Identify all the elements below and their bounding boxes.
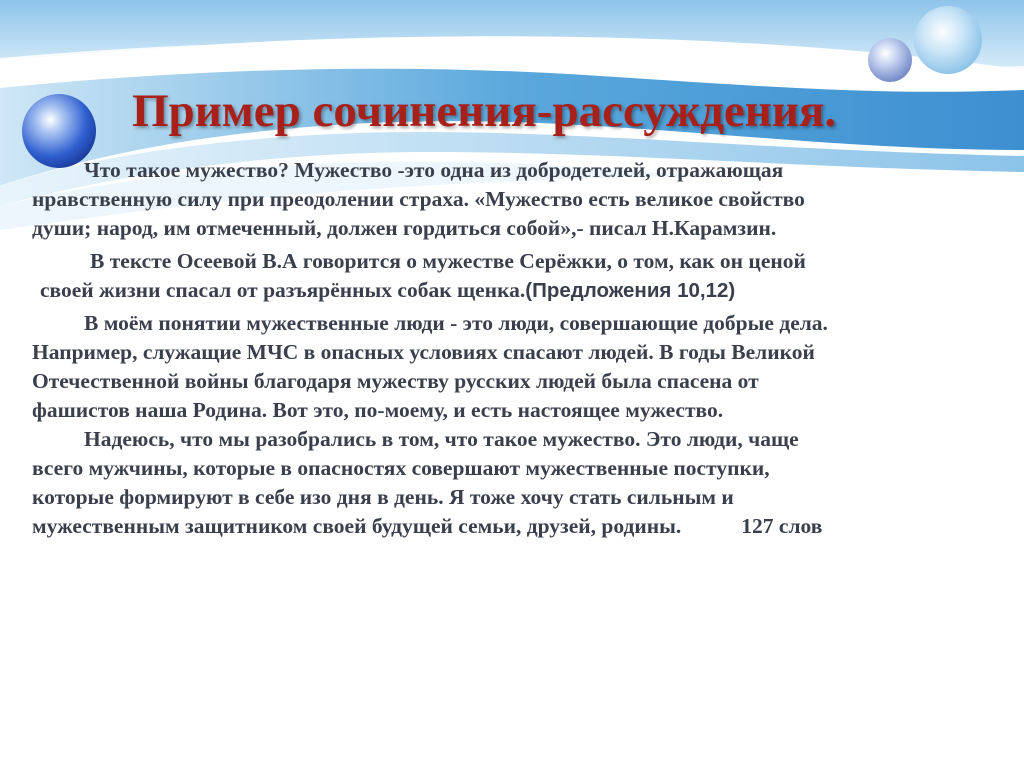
orb-small-icon [866,36,914,84]
sentence-reference: (Предложения 10,12) [525,279,736,302]
paragraph-4-line-2: всего мужчины, которые в опасностях совершают мужественные поступки, [32,456,770,480]
paragraph-2-line-1: В тексте Осеевой В.А говорится о мужестве Серёжки, о том, как он ценой [90,249,806,273]
paragraph-4-line-1: Надеюсь, что мы разобрались в том, что такое мужество. Это люди, чаще [84,427,799,451]
paragraph-1-line-3: души; народ, им отмеченный, должен гордиться собой»,- писал Н.Карамзин. [32,216,777,240]
paragraph-3-line-3: Отечественной войны благодаря мужеству русских людей была спасена от [32,369,759,393]
paragraph-3-line-4: фашистов наша Родина. Вот это, по-моему, и есть настоящее мужество. [32,398,724,422]
essay-text [32,156,977,541]
paragraph-3-line-1: В моём понятии мужественные люди - это люди, совершающие добрые дела. [84,311,828,335]
paragraph-4-line-3: которые формируют в себе изо дня в день. Я тоже хочу стать сильным и [32,485,734,509]
paragraph-1-line-1: Что такое мужество? Мужество -это одна из добродетелей, отражающая [84,158,784,182]
paragraph-2-line-2 [32,276,977,305]
word-count: 127 слов [741,514,823,538]
paragraph-4-line-4-text: мужественным защитником своей будущей семьи, друзей, родины. [32,514,682,538]
paragraph-1-line-2: нравственную силу при преодолении страха. «Мужество есть великое свойство [32,187,805,211]
slide-title: Пример сочинения-рассуждения. [132,85,837,137]
paragraph-4-line-4 [32,512,977,541]
orb-large-icon [912,4,984,76]
paragraph-3-line-2: Например, служащие МЧС в опасных условиях спасают людей. В годы Великой [32,340,815,364]
paragraph-2-line-2-text: своей жизни спасал от разъярённых собак щенка. [40,278,526,302]
